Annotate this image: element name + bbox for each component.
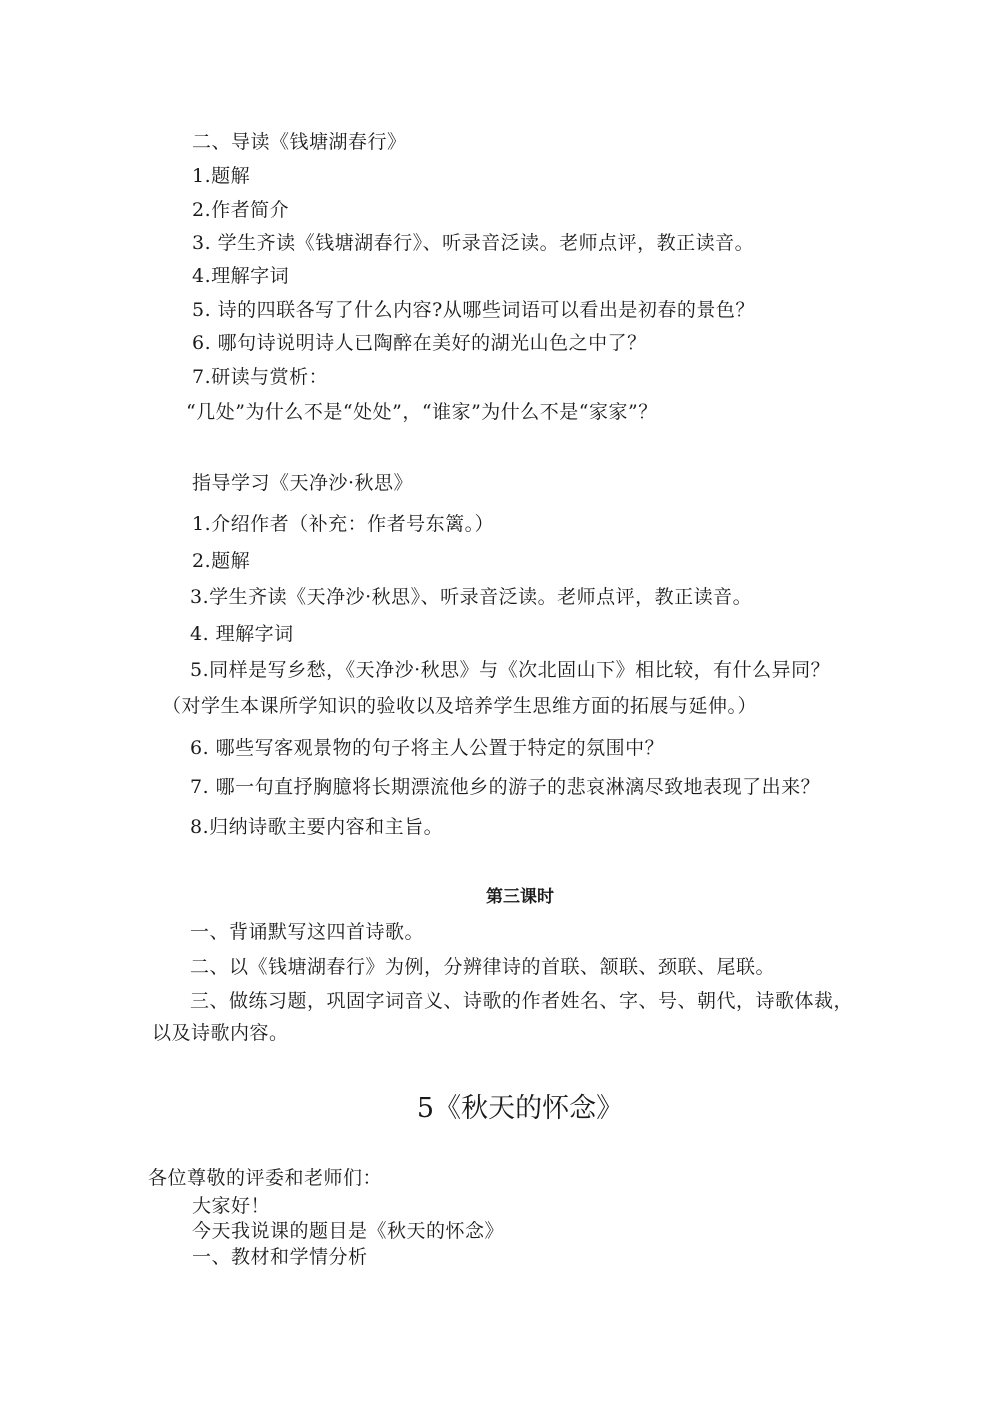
list-item: 3.学生齐读《天净沙·秋思》、听录音泛读。老师点评，教正读音。 [190, 586, 753, 608]
list-item: 2.题解 [192, 550, 251, 572]
list-item: 4.理解字词 [192, 265, 290, 287]
lesson-heading: 第三课时 [486, 887, 554, 907]
list-item: 1.题解 [192, 165, 251, 187]
list-item: 7. 哪一句直抒胸臆将长期漂流他乡的游子的悲哀淋漓尽致地表现了出来？ [190, 776, 821, 798]
list-item: 2.作者简介 [192, 199, 290, 221]
list-item: 以及诗歌内容。 [152, 1022, 289, 1044]
paragraph-line: 今天我说课的题目是《秋天的怀念》 [192, 1220, 505, 1242]
section-heading-tianjingsha: 指导学习《天净沙·秋思》 [192, 472, 414, 494]
section-heading-qiantang: 二、导读《钱塘湖春行》 [192, 131, 407, 153]
list-item: 3. 学生齐读《钱塘湖春行》、听录音泛读。老师点评，教正读音。 [192, 232, 755, 254]
list-item: 5. 诗的四联各写了什么内容?从哪些词语可以看出是初春的景色？ [192, 299, 755, 321]
list-item: 1.介绍作者（补充：作者号东篱。） [192, 513, 495, 535]
list-item: “几处”为什么不是“处处”，“谁家”为什么不是“家家”？ [186, 401, 658, 423]
list-item: （对学生本课所学知识的验收以及培养学生思维方面的拓展与延伸。） [162, 695, 758, 717]
list-item: 6. 哪些写客观景物的句子将主人公置于特定的氛围中？ [190, 737, 665, 759]
list-item: 7.研读与赏析： [192, 366, 329, 388]
list-item: 三、做练习题，巩固字词音义、诗歌的作者姓名、字、号、朝代，诗歌体裁， [190, 990, 854, 1012]
list-item: 6. 哪句诗说明诗人已陶醉在美好的湖光山色之中了？ [192, 332, 647, 354]
list-item: 一、背诵默写这四首诗歌。 [190, 921, 425, 943]
greeting: 各位尊敬的评委和老师们： [148, 1167, 383, 1189]
article-title: 5《秋天的怀念》 [416, 1093, 624, 1124]
paragraph-line: 一、教材和学情分析 [192, 1246, 368, 1268]
list-item: 5.同样是写乡愁，《天净沙·秋思》与《次北固山下》相比较，有什么异同？ [190, 659, 831, 681]
paragraph-line: 大家好！ [192, 1195, 271, 1217]
list-item: 4. 理解字词 [190, 623, 294, 645]
list-item: 8.归纳诗歌主要内容和主旨。 [190, 816, 444, 838]
list-item: 二、以《钱塘湖春行》为例，分辨律诗的首联、颔联、颈联、尾联。 [190, 956, 776, 978]
